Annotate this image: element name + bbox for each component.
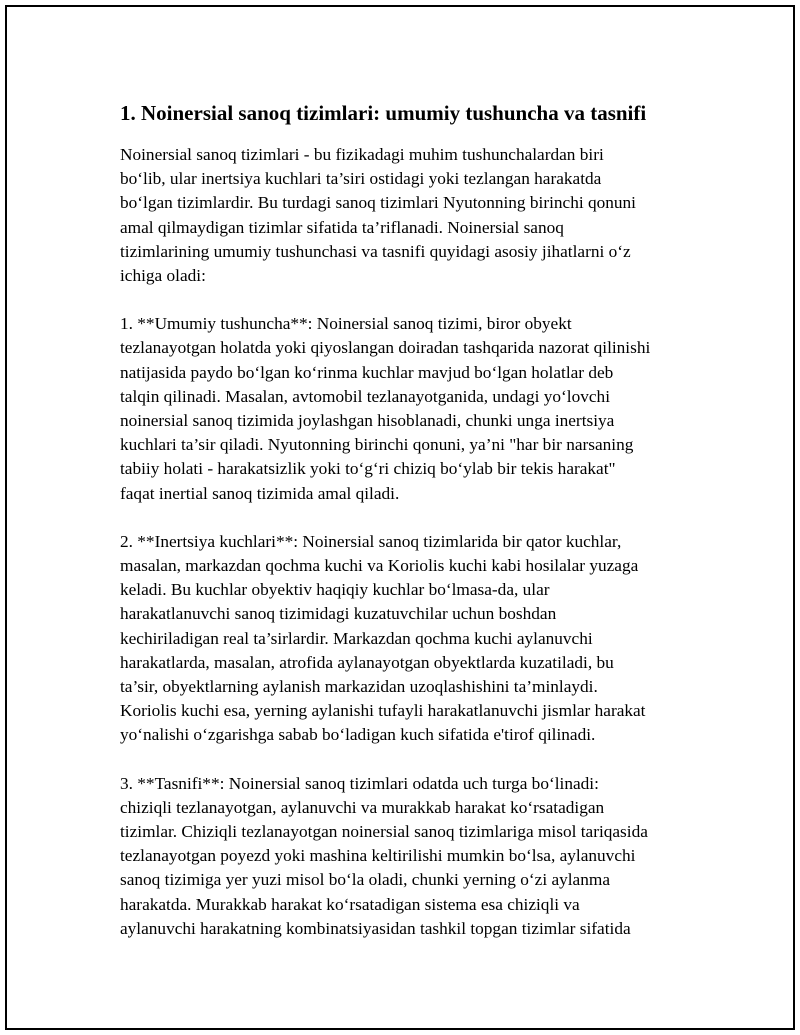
section-heading: 1. Noinersial sanoq tizimlari: umumiy tushuncha va tasnifi	[120, 101, 647, 125]
document-body	[120, 99, 700, 965]
inertia-forces-paragraph: 2. **Inertsiya kuchlari**: Noinersial sanoq tizimlarida bir qator kuchlar, masalan, markazdan qochma kuchi va Koriolis kuchi kabi hosilalar yuzaga keladi. Bu kuchlar obyektiv haqiqiy kuchlar bo‘lmasa-da, ular harakatlanuvchi sanoq tizimidagi kuzatuvchilar uchun boshdan kechiriladigan real ta’sirlardir. Markazdan qochma kuchi aylanuvchi harakatlarda, masalan, atrofida aylanayotgan obyektlarda kuzatiladi, bu ta’sir, obyektlarning aylanish markazidan uzoqlashishini ta’minlaydi. Koriolis kuchi esa, yerning aylanishi tufayli harakatlanuvchi jismlar harakat yo‘nalishi o‘zgarishga sabab bo‘ladigan kuch sifatida e'tirof qilinadi.	[120, 531, 646, 745]
intro-paragraph: Noinersial sanoq tizimlari - bu fizikadagi muhim tushunchalardan biri bo‘lib, ular inertsiya kuchlari ta’siri ostidagi yoki tezlangan harakatda bo‘lgan tizimlardir. Bu turdagi sanoq tizimlari Nyutonning birinchi qonuni amal qilmaydigan tizimlar sifatida ta’riflanadi. Noinersial sanoq tizimlarining umumiy tushunchasi va tasnifi quyidagi asosiy jihatlarni o‘z ichiga oladi:	[120, 145, 636, 286]
classification-paragraph: 3. **Tasnifi**: Noinersial sanoq tizimlari odatda uch turga bo‘linadi: chiziqli tezlanayotgan, aylanuvchi va murakkab harakat ko‘rsatadigan tizimlar. Chiziqli tezlanayotgan noinersial sanoq tizimlariga misol tariqasida tezlanayotgan poyezd yoki mashina keltirilishi mumkin bo‘lsa, aylanuvchi sanoq tizimiga yer yuzi misol bo‘la oladi, chunki yerning o‘zi aylanma harakatda. Murakkab harakat ko‘rsatadigan sistema esa chiziqli va aylanuvchi harakatning kombinatsiyasidan tashkil topgan tizimlar sifatida	[120, 773, 648, 938]
document-page	[5, 5, 795, 1030]
general-concept-paragraph: 1. **Umumiy tushuncha**: Noinersial sanoq tizimi, biror obyekt tezlanayotgan holatda yoki qiyoslangan doiradan tashqarida nazorat qilinishi natijasida paydo bo‘lgan ko‘rinma kuchlar mavjud bo‘lgan holatlar deb talqin qilinadi. Masalan, avtomobil tezlanayotganida, undagi yo‘lovchi noinersial sanoq tizimida joylashgan hisoblanadi, chunki unga inertsiya kuchlari ta’sir qiladi. Nyutonning birinchi qonuni, ya’ni "har bir narsaning tabiiy holati - harakatsizlik yoki to‘g‘ri chiziq bo‘ylab bir tekis harakat" faqat inertial sanoq tizimida amal qiladi.	[120, 314, 651, 503]
